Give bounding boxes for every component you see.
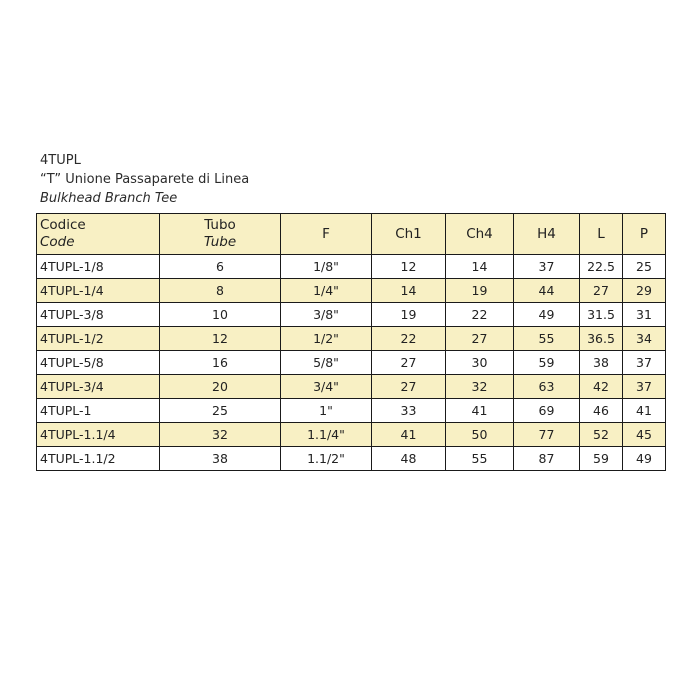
cell-ch1: 27 <box>372 375 446 399</box>
header-code-italian: Codice <box>40 217 86 233</box>
cell-tube: 6 <box>160 255 281 279</box>
cell-code: 4TUPL-1/4 <box>37 279 160 303</box>
table-row <box>37 399 666 423</box>
cell-l: 31.5 <box>580 303 623 327</box>
cell-tube: 32 <box>160 423 281 447</box>
cell-ch4: 50 <box>446 423 514 447</box>
table-body <box>37 255 666 471</box>
cell-code: 4TUPL-3/8 <box>37 303 160 327</box>
cell-ch4: 27 <box>446 327 514 351</box>
cell-p: 41 <box>623 399 666 423</box>
cell-code: 4TUPL-1.1/4 <box>37 423 160 447</box>
header-tube <box>160 214 281 255</box>
cell-ch1: 14 <box>372 279 446 303</box>
cell-f: 3/8" <box>281 303 372 327</box>
cell-l: 46 <box>580 399 623 423</box>
cell-l: 38 <box>580 351 623 375</box>
cell-p: 37 <box>623 375 666 399</box>
cell-tube: 20 <box>160 375 281 399</box>
table-header-row <box>37 214 666 255</box>
header-f: F <box>281 214 372 255</box>
cell-ch1: 27 <box>372 351 446 375</box>
cell-ch4: 19 <box>446 279 514 303</box>
cell-code: 4TUPL-1/2 <box>37 327 160 351</box>
cell-ch1: 22 <box>372 327 446 351</box>
cell-f: 5/8" <box>281 351 372 375</box>
cell-h4: 69 <box>514 399 580 423</box>
cell-p: 29 <box>623 279 666 303</box>
cell-ch4: 41 <box>446 399 514 423</box>
cell-h4: 63 <box>514 375 580 399</box>
cell-f: 1/4" <box>281 279 372 303</box>
cell-tube: 38 <box>160 447 281 471</box>
table-row <box>37 423 666 447</box>
cell-code: 4TUPL-1/8 <box>37 255 160 279</box>
cell-ch4: 32 <box>446 375 514 399</box>
cell-code: 4TUPL-3/4 <box>37 375 160 399</box>
cell-p: 45 <box>623 423 666 447</box>
spec-table <box>36 213 666 471</box>
product-name-english: Bulkhead Branch Tee <box>40 191 178 206</box>
cell-l: 22.5 <box>580 255 623 279</box>
cell-p: 37 <box>623 351 666 375</box>
cell-h4: 87 <box>514 447 580 471</box>
table-row <box>37 327 666 351</box>
cell-l: 52 <box>580 423 623 447</box>
cell-p: 34 <box>623 327 666 351</box>
product-code: 4TUPL <box>40 153 81 168</box>
cell-ch4: 30 <box>446 351 514 375</box>
cell-ch1: 41 <box>372 423 446 447</box>
cell-p: 31 <box>623 303 666 327</box>
cell-ch1: 33 <box>372 399 446 423</box>
table-row <box>37 447 666 471</box>
header-code <box>37 214 160 255</box>
cell-ch1: 12 <box>372 255 446 279</box>
cell-code: 4TUPL-5/8 <box>37 351 160 375</box>
cell-f: 1.1/4" <box>281 423 372 447</box>
header-ch4: Ch4 <box>446 214 514 255</box>
header-tube-english: Tube <box>203 234 237 250</box>
cell-h4: 59 <box>514 351 580 375</box>
cell-tube: 25 <box>160 399 281 423</box>
cell-ch1: 48 <box>372 447 446 471</box>
table-row <box>37 351 666 375</box>
cell-h4: 49 <box>514 303 580 327</box>
cell-h4: 55 <box>514 327 580 351</box>
cell-tube: 12 <box>160 327 281 351</box>
header-tube-italian: Tubo <box>204 217 236 233</box>
table-row <box>37 375 666 399</box>
cell-tube: 16 <box>160 351 281 375</box>
cell-ch4: 14 <box>446 255 514 279</box>
header-h4: H4 <box>514 214 580 255</box>
cell-l: 59 <box>580 447 623 471</box>
cell-code: 4TUPL-1.1/2 <box>37 447 160 471</box>
product-name-italian: “T” Unione Passaparete di Linea <box>40 172 250 187</box>
cell-h4: 77 <box>514 423 580 447</box>
cell-f: 1.1/2" <box>281 447 372 471</box>
table-row <box>37 279 666 303</box>
cell-tube: 8 <box>160 279 281 303</box>
cell-ch4: 55 <box>446 447 514 471</box>
cell-f: 1" <box>281 399 372 423</box>
cell-f: 3/4" <box>281 375 372 399</box>
product-heading <box>40 151 249 208</box>
header-l: L <box>580 214 623 255</box>
header-code-english: Code <box>40 234 75 250</box>
cell-l: 27 <box>580 279 623 303</box>
cell-tube: 10 <box>160 303 281 327</box>
cell-h4: 37 <box>514 255 580 279</box>
cell-l: 36.5 <box>580 327 623 351</box>
table-row <box>37 303 666 327</box>
cell-code: 4TUPL-1 <box>37 399 160 423</box>
header-p: P <box>623 214 666 255</box>
cell-ch4: 22 <box>446 303 514 327</box>
cell-p: 49 <box>623 447 666 471</box>
table-row <box>37 255 666 279</box>
cell-ch1: 19 <box>372 303 446 327</box>
cell-f: 1/8" <box>281 255 372 279</box>
cell-l: 42 <box>580 375 623 399</box>
header-ch1: Ch1 <box>372 214 446 255</box>
cell-f: 1/2" <box>281 327 372 351</box>
cell-p: 25 <box>623 255 666 279</box>
cell-h4: 44 <box>514 279 580 303</box>
